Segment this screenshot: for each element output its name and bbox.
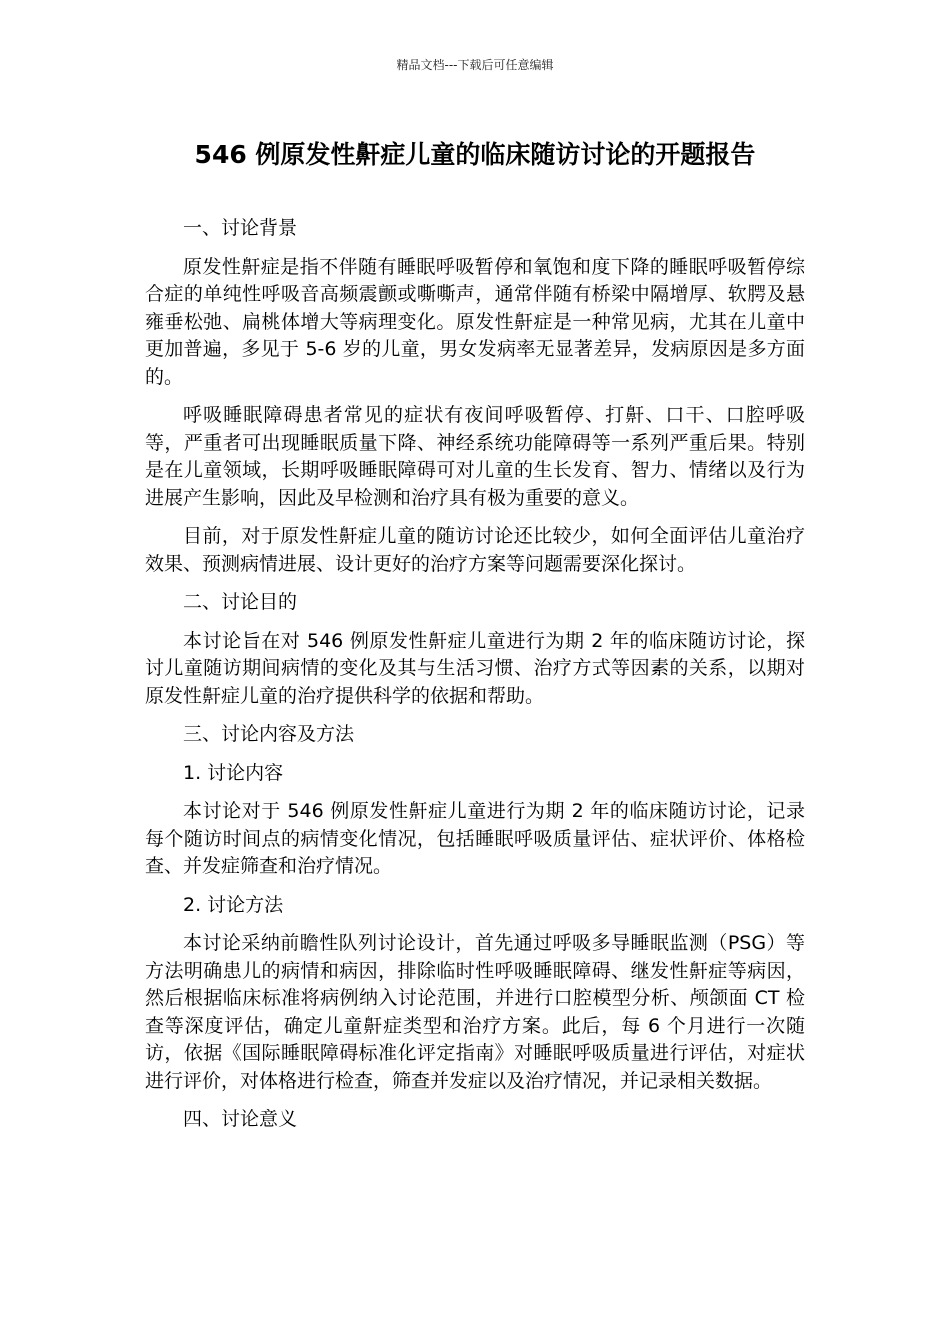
subsection-heading-methods: 2. 讨论方法 (183, 893, 284, 916)
document-body (145, 215, 805, 1145)
paragraph: 本讨论采纳前瞻性队列讨论设计，首先通过呼吸多导睡眠监测（PSG）等方法明确患儿的病情和病因，排除临时性呼吸睡眠障碍、继发性鼾症等病因，然后根据临床标准将病例纳入讨论范围，并进行口腔模型分析、颅颌面 CT 检查等深度评估，确定儿童鼾症类型和治疗方案。此后，每 6 个月进行一次随访，依据《国际睡眠障碍标准化评定指南》对睡眠呼吸质量进行评估，对症状进行评价，对体格进行检查，筛查并发症以及治疗情况，并记录相关数据。 (145, 932, 805, 1092)
section-heading-purpose: 二、讨论目的 (183, 591, 298, 613)
paragraph: 本讨论旨在对 546 例原发性鼾症儿童进行为期 2 年的临床随访讨论，探讨儿童随访期间病情的变化及其与生活习惯、治疗方式等因素的关系，以期对原发性鼾症儿童的治疗提供科学的依据和帮助。 (145, 629, 805, 707)
paragraph: 目前，对于原发性鼾症儿童的随访讨论还比较少，如何全面评估儿童治疗效果、预测病情进展、设计更好的治疗方案等问题需要深化探讨。 (145, 525, 805, 575)
section-heading-content-methods: 三、讨论内容及方法 (183, 723, 355, 745)
document-title: 546 例原发性鼾症儿童的临床随访讨论的开题报告 (194, 140, 756, 169)
section-heading-significance: 四、讨论意义 (183, 1108, 298, 1130)
paragraph: 原发性鼾症是指不伴随有睡眠呼吸暂停和氧饱和度下降的睡眠呼吸暂停综合症的单纯性呼吸音高频震颤或嘶嘶声，通常伴随有桥梁中隔增厚、软腭及悬雍垂松弛、扁桃体增大等病理变化。原发性鼾症是一种常见病，尤其在儿童中更加普遍，多见于 5-6 岁的儿童，男女发病率无显著差异，发病原因是多方面的。 (145, 255, 805, 388)
section-heading-background: 一、讨论背景 (183, 217, 298, 239)
paragraph: 呼吸睡眠障碍患者常见的症状有夜间呼吸暂停、打鼾、口干、口腔呼吸等，严重者可出现睡眠质量下降、神经系统功能障碍等一系列严重后果。特别是在儿童领域，长期呼吸睡眠障碍可对儿童的生长发育、智力、情绪以及行为进展产生影响，因此及早检测和治疗具有极为重要的意义。 (145, 404, 805, 509)
subsection-heading-content: 1. 讨论内容 (183, 761, 284, 784)
header-note: 精品文档---下载后可任意编辑 (396, 58, 554, 72)
paragraph: 本讨论对于 546 例原发性鼾症儿童进行为期 2 年的临床随访讨论，记录每个随访时间点的病情变化情况，包括睡眠呼吸质量评估、症状评价、体格检查、并发症筛查和治疗情况。 (145, 800, 805, 877)
